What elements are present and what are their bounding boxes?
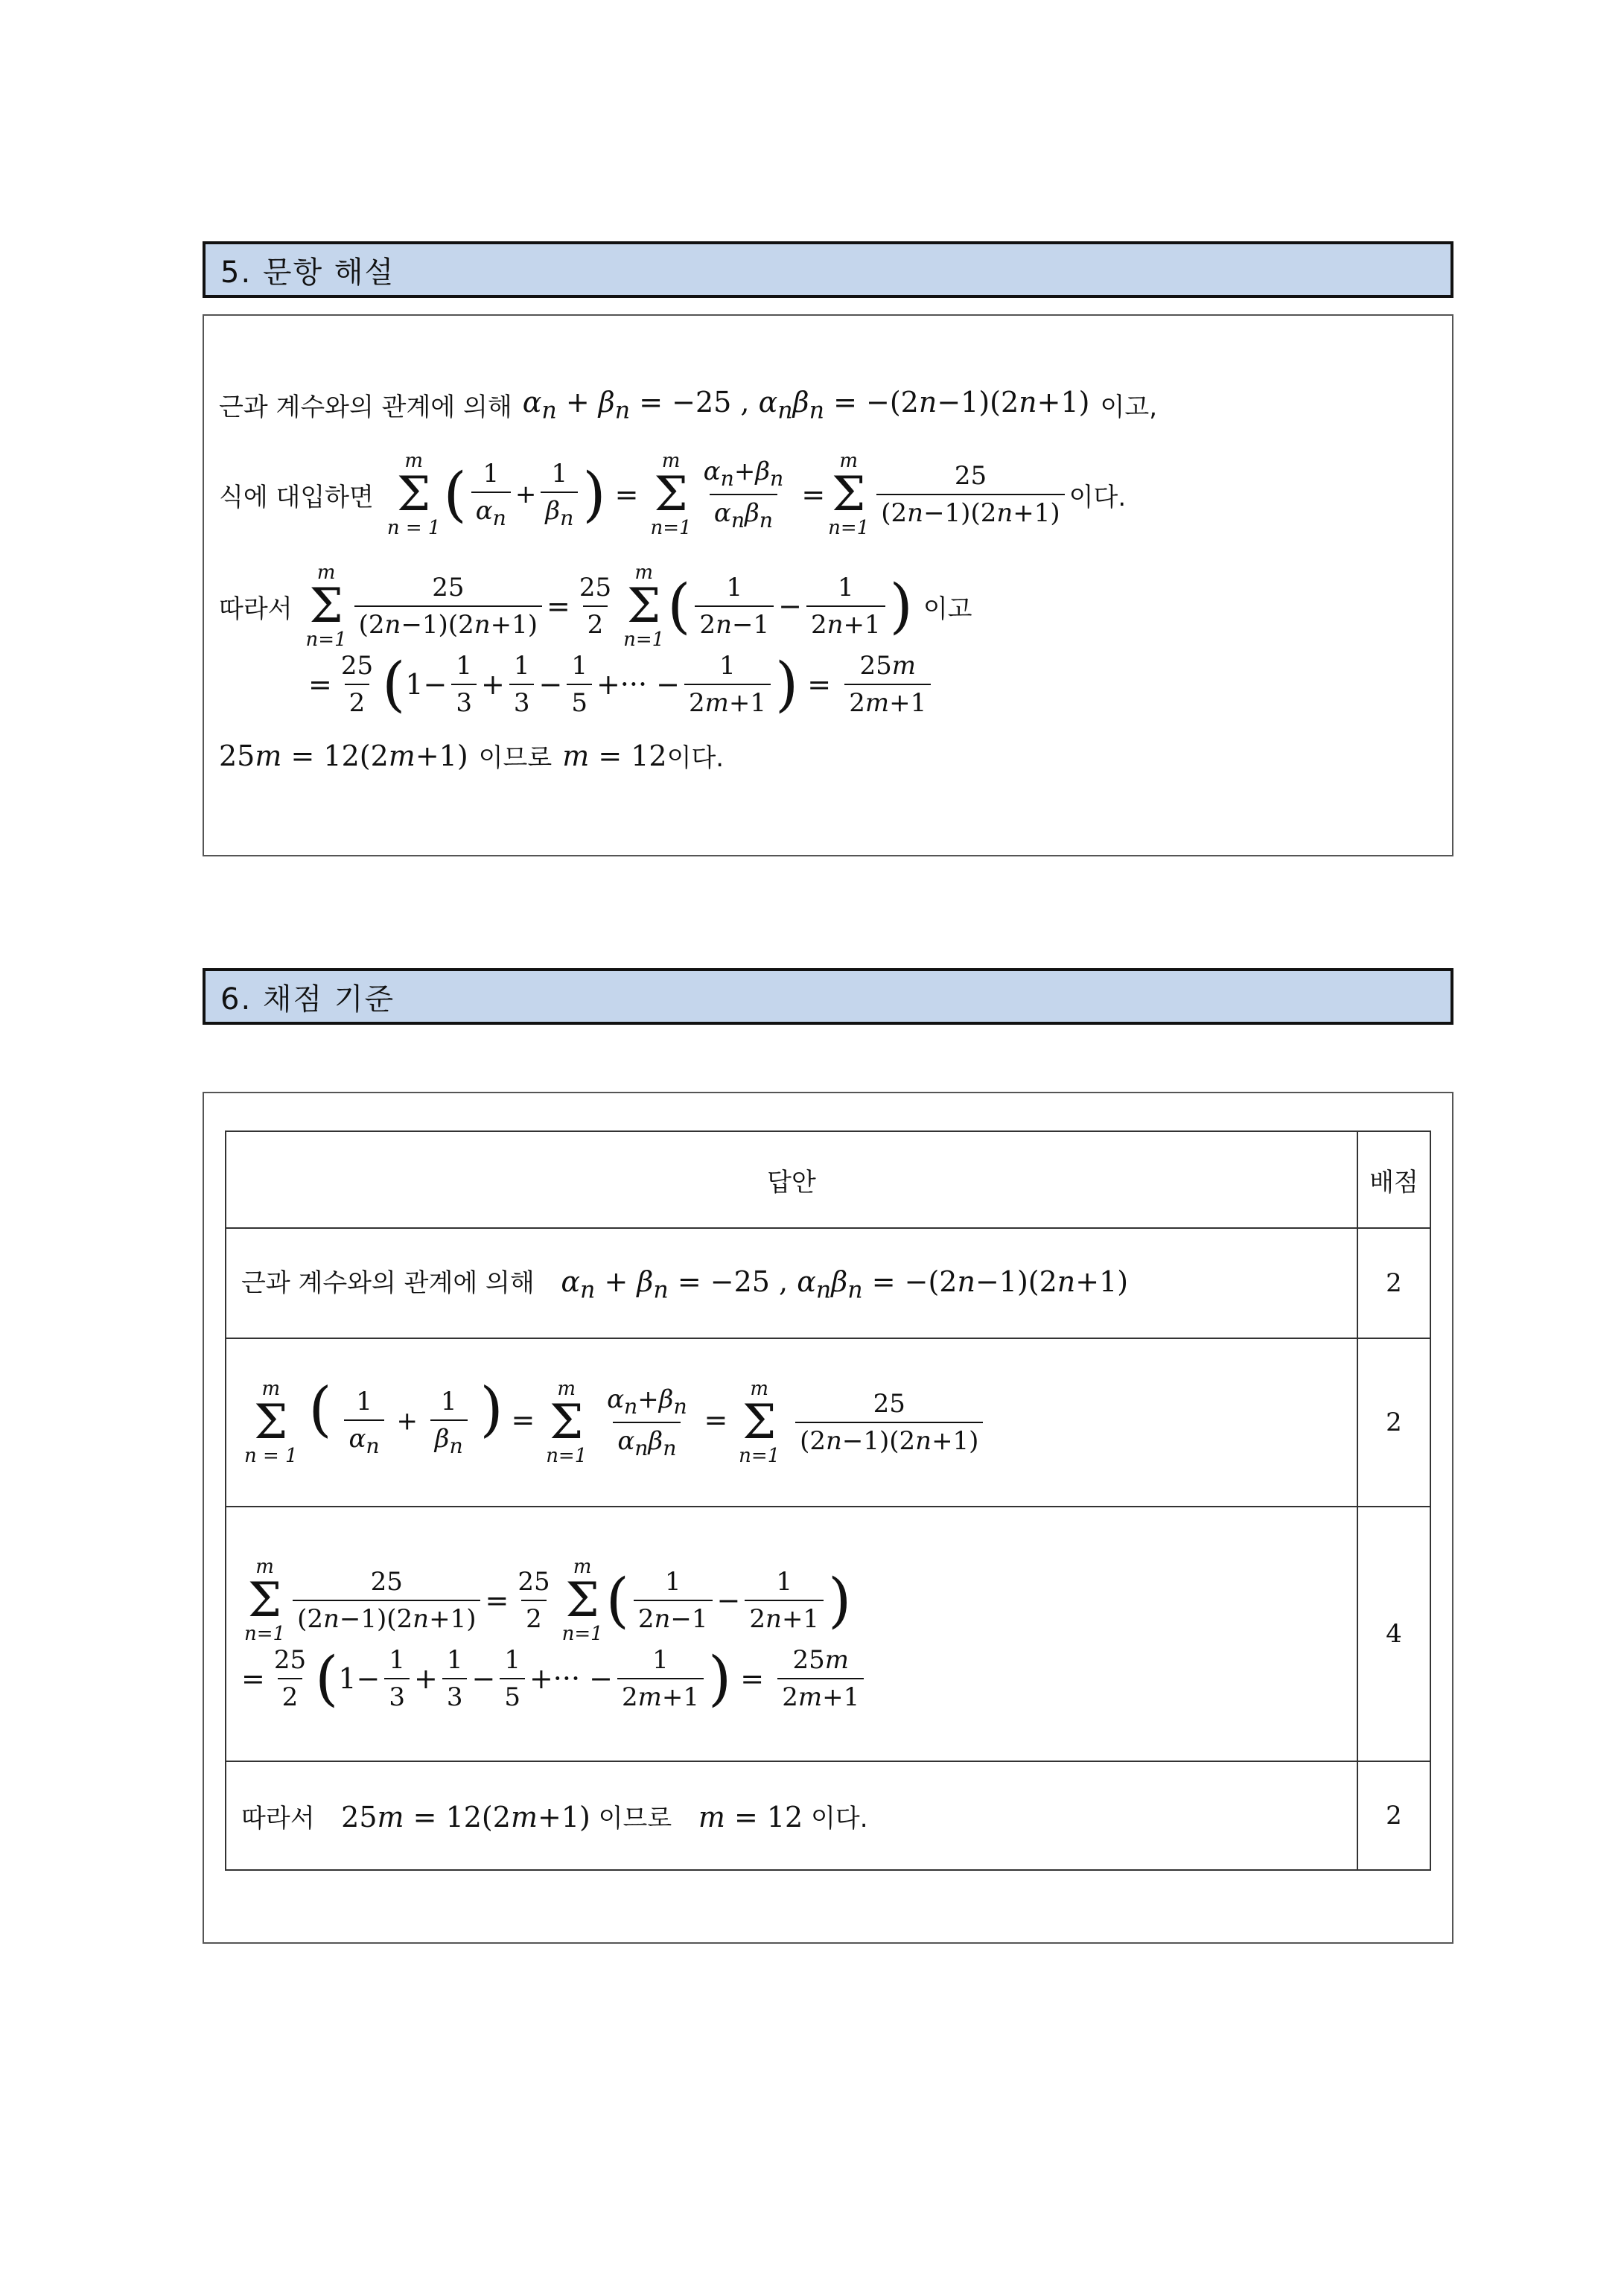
explanation-line-5-mid: 이므로 [478, 743, 553, 773]
row-1-text: 근과 계수와의 관계에 의해 [241, 1268, 535, 1299]
section-6-title: 6. 채점 기준 [220, 982, 395, 1017]
row-4-end: 이다. [811, 1803, 868, 1834]
row-4-mid: 이므로 [598, 1803, 672, 1834]
table-row [226, 1507, 1430, 1761]
row-4-text: 따라서 [241, 1803, 315, 1834]
explanation-line-3-end: 이고 [923, 594, 972, 624]
points-cell: 2 [1357, 1338, 1430, 1507]
explanation-line-2: 식에 대입하면 m Σ n = 1 ( 1 $\alpha_n$ + 1 $\beta_n$ ) = m Σ n=1 $\alpha_n+\beta_n$ $\alpha_n\beta_n$ = m Σ n=1 25 (2n−1)(2n+1) 이다. [219, 450, 1127, 539]
points-cell: 4 [1357, 1507, 1430, 1761]
explanation-line-2-end: 이다. [1069, 482, 1127, 512]
sum-symbol: m Σ n=1 [305, 562, 347, 651]
scoring-table [225, 1130, 1431, 1871]
explanation-line-1 [219, 386, 1157, 424]
explanation-line-3: 따라서 m Σ n=1 $\frac{25}{(2n-1)(2n+1)}$ = $\frac{25}{2}$ m Σ n=1 ( 1 2n−1 − $\frac{1}{2n+1}$ ) 이고 [219, 562, 972, 651]
table-header-row [226, 1131, 1430, 1228]
answer-cell: m Σ n = 1 ( $\frac{1}{\alpha_n}$ + $\frac{1}{\beta_n}$ ) = m Σ n=1 $\alpha_n+\beta_n$ $\alpha_n\beta_n$ = m Σ n=1 $\frac{25}{(2n-1)(2n+1)}$ [226, 1338, 1357, 1507]
points-cell: 2 [1357, 1761, 1430, 1870]
sum-symbol: m Σ n=1 [828, 450, 870, 539]
explanation-line-1-text: 근과 계수와의 관계에 의해 [219, 392, 512, 423]
sum-symbol: m Σ n=1 [650, 450, 692, 539]
section-5-title: 5. 문항 해설 [220, 255, 395, 290]
explanation-line-1-end: 이고, [1100, 392, 1157, 423]
explanation-box [203, 314, 1453, 856]
answer-cell: 근과 계수와의 관계에 의해 $\alpha_n + \beta_n = -25$ , $\alpha_n\beta_n = -(2n-1)(2n+1)$ [226, 1228, 1357, 1338]
section-6-header [203, 968, 1453, 1025]
points-cell: 2 [1357, 1228, 1430, 1338]
answer-cell: 따라서 25m = 12(2m+1) 이므로 m = 12 이다. [226, 1761, 1357, 1870]
points-column-header: 배점 [1357, 1131, 1430, 1228]
explanation-line-5-end: 이다. [666, 743, 725, 773]
table-row [226, 1228, 1430, 1338]
explanation-line-5: 25m = 12(2m+1) 이므로 m = 12 이다. [219, 737, 724, 774]
explanation-line-2-text: 식에 대입하면 [219, 482, 374, 512]
explanation-line-4: = $\frac{25}{2}$ ( 1− $\frac{1}{3}$ + $\frac{1}{3}$ − $\frac{1}{5}$ +··· − $\frac{1}{2m+1}$ ) = $\frac{25m}{2m+1}$ [308, 651, 935, 718]
sum-symbol: m Σ n = 1 [386, 450, 441, 539]
answer-column-header: 답안 [226, 1131, 1357, 1228]
table-row [226, 1761, 1430, 1870]
vieta-formula: $\alpha_n + \beta_n = -25$ , $\alpha_n\beta_n = -(2n-1)(2n+1)$ [522, 386, 1090, 424]
section-5-header [203, 241, 1453, 298]
sum-symbol: m Σ n=1 [623, 562, 665, 651]
answer-cell: m Σ n=1 $\frac{25}{(2n-1)(2n+1)}$ = $\frac{25}{2}$ m Σ n=1 ( 1 2n−1 − $\frac{1}{2n+1}$ ) = $\frac{25}{2}$ ( 1− $\frac{1}{3}$ + $\frac{1}{3}$ − $\frac{1}{5}$ +··· − $\frac{1}{2m+1}$ ) = $\frac{25m}{2m+1}$ [226, 1507, 1357, 1761]
explanation-line-3-text: 따라서 [219, 594, 293, 624]
scoring-box [203, 1092, 1453, 1944]
table-row [226, 1338, 1430, 1507]
